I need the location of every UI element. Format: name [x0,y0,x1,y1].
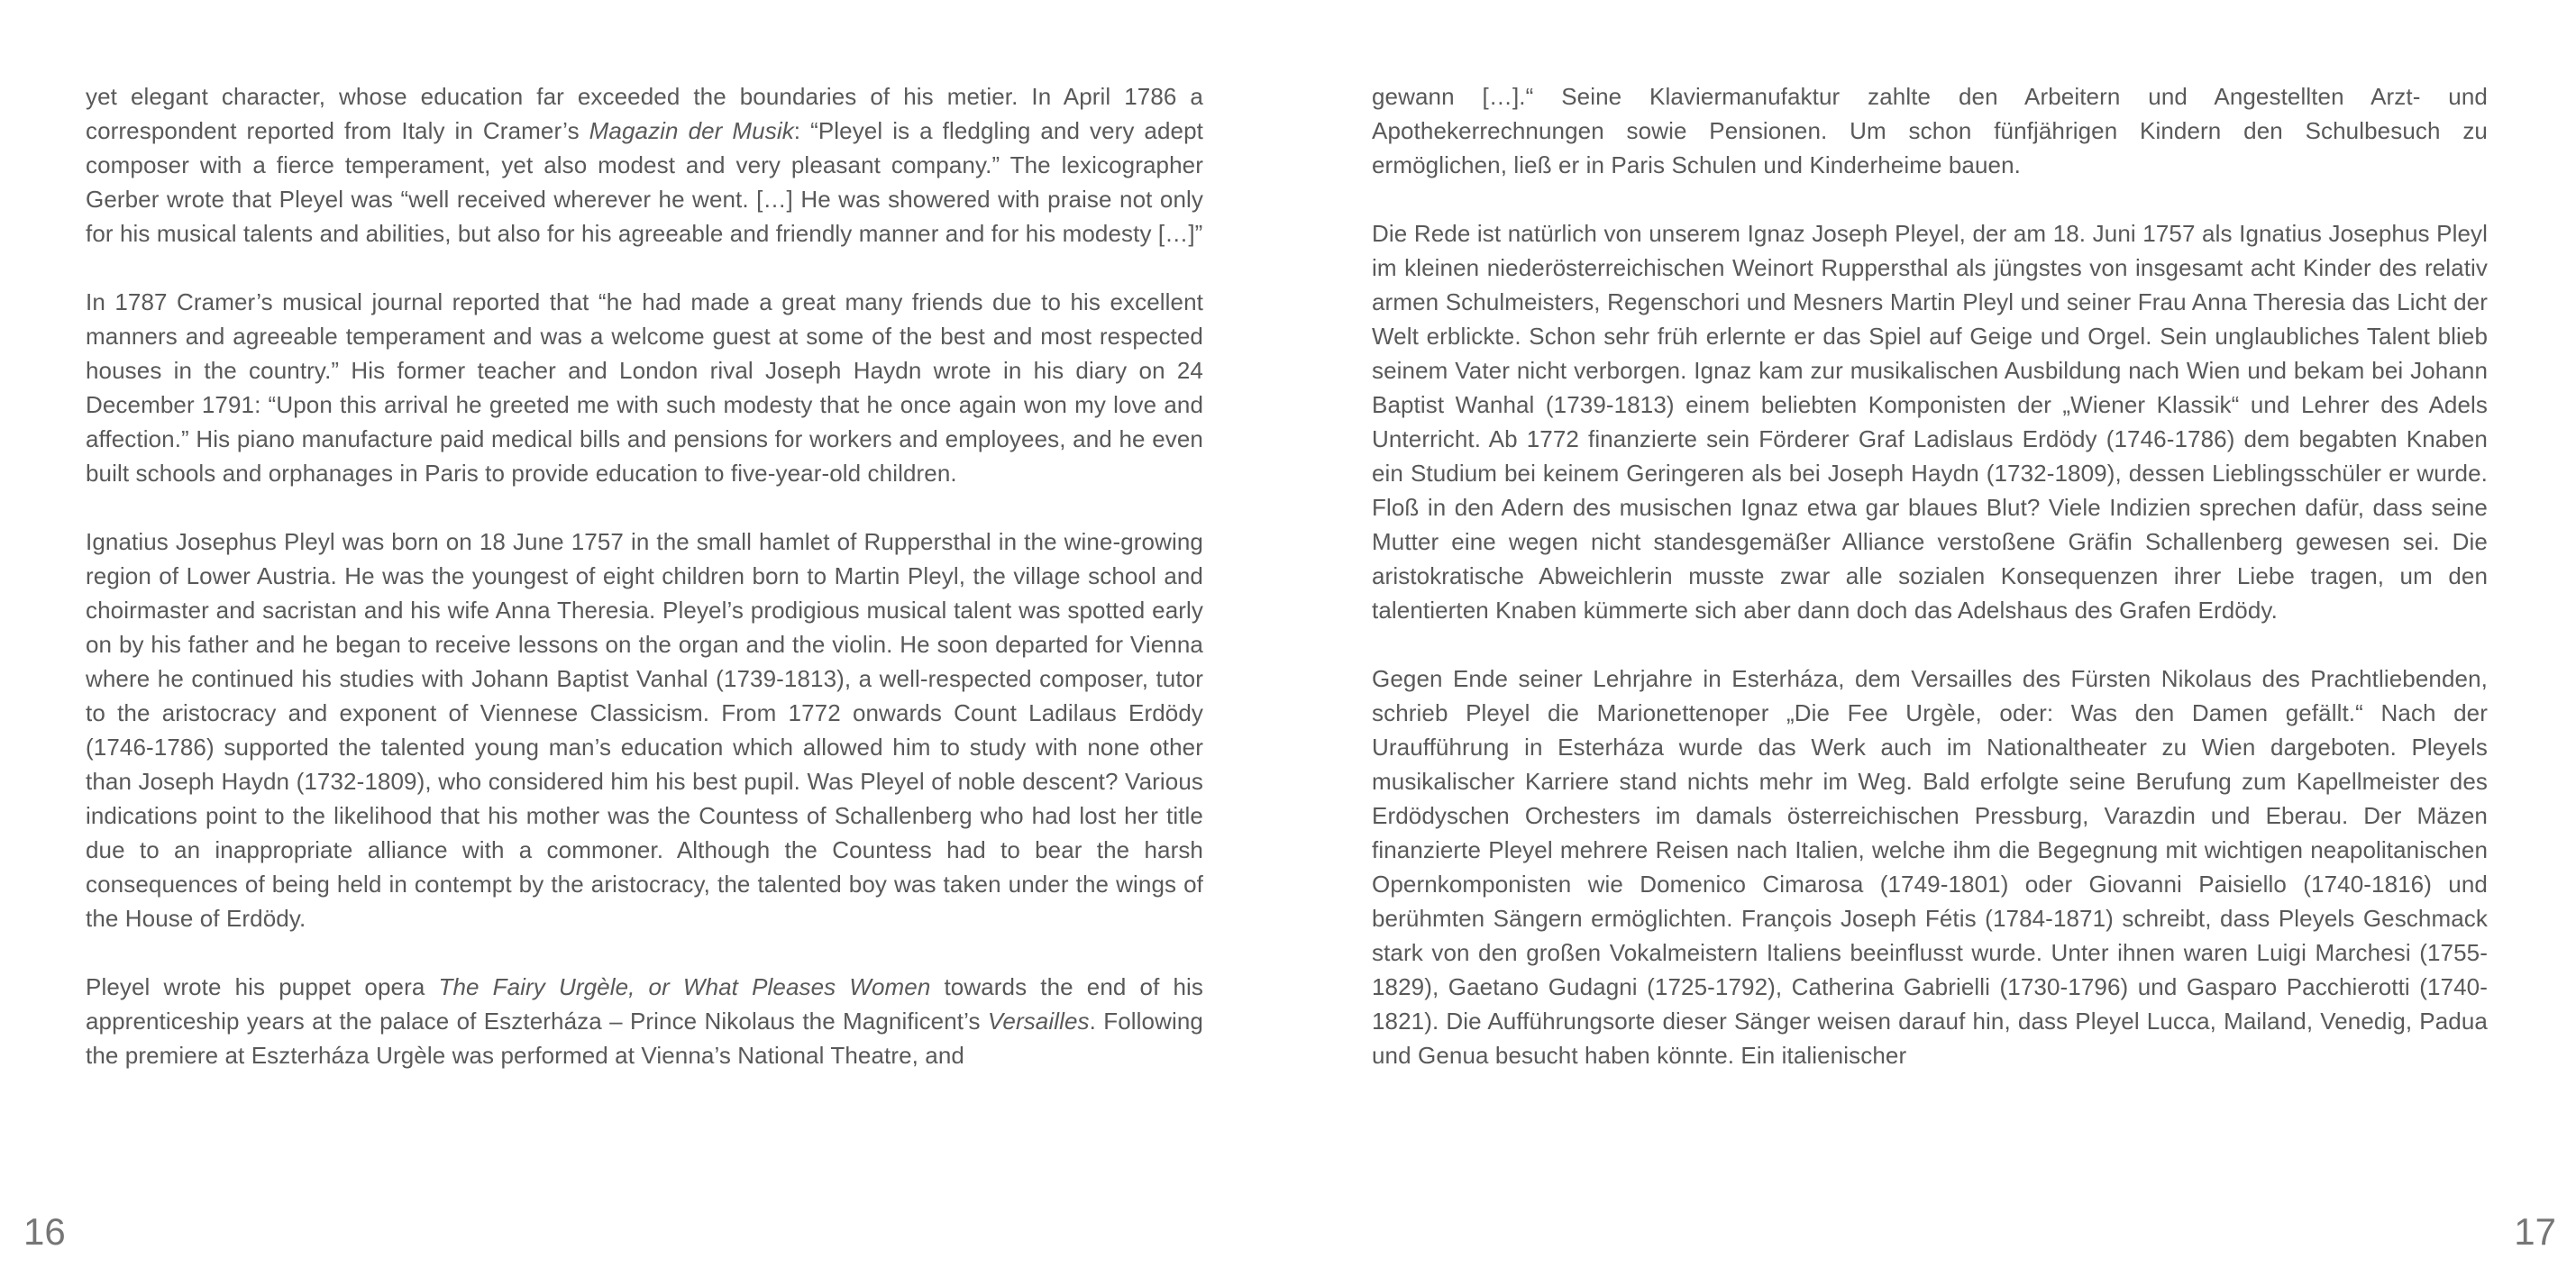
paragraph [1372,216,2488,627]
text-run: yet elegant character, whose education far exceeded the boundaries of his metier. In April 1786 a correspondent reported from Italy in Cramer’s [86,83,1203,144]
paragraph [86,524,1203,935]
text-run: : “Pleyel is a fledgling and very adept composer with a fierce temperament, yet also modest and very pleasant company.” The lexicographer Gerber wrote that Pleyel was “well received wherever he went. […] He was showered with praise not only for his musical talents and abilities, but also for his agreeable and friendly manner and for his modesty […]” [86,117,1203,247]
text-run: In 1787 Cramer’s musical journal reported that “he had made a great many friends due to his excellent manners and agreeable temperament and was a welcome guest at some of the best and most respected houses in the country.” His former teacher and London rival Joseph Haydn wrote in his diary on 24 December 1791: “Upon this arrival he greeted me with such modesty that he once again won my love and affection.” His piano manufacture paid medical bills and pensions for workers and employees, and he even built schools and orphanages in Paris to provide education to five-year-old children. [86,288,1203,487]
text-run: towards the end of his apprenticeship years at the palace of Eszterháza – Prince Nikolaus the Magnificent’s [86,973,1203,1035]
paragraph [86,79,1203,251]
italic-text-run: Versailles [987,1008,1090,1035]
text-run: gewann […].“ Seine Klaviermanufaktur zahlte den Arbeitern und Angestellten Arzt- und Apothekerrechnungen sowie Pensionen. Um schon fünfjährigen Kindern den Schulbesuch zu ermöglichen, ließ er in Paris Schulen und Kinderheime bauen. [1372,83,2488,178]
text-run: . Following the premiere at Eszterháza Urgèle was performed at Vienna’s National Theatre, and [86,1008,1203,1069]
english-text-column [86,79,1203,1072]
paragraph [1372,79,2488,182]
text-run: Die Rede ist natürlich von unserem Ignaz Joseph Pleyel, der am 18. Juni 1757 als Ignatius Josephus Pleyl im kleinen niederösterreichischen Weinort Ruppersthal als jüngstes von insgesamt acht Kinder des relativ armen Schulmeisters, Regenschori und Mesners Martin Pleyl und seiner Frau Anna Theresia das Licht der Welt erblickte. Schon sehr früh erlernte er das Spiel auf Geige und Orgel. Sein unglaubliches Talent blieb seinem Vater nicht verborgen. Ignaz kam zur musikalischen Ausbildung nach Wien und bekam bei Johann Baptist Wanhal (1739-1813) einem beliebten Komponisten der „Wiener Klassik“ und Lehrer des Adels Unterricht. Ab 1772 finanzierte sein Förderer Graf Ladislaus Erdödy (1746-1786) dem begabten Knaben ein Studium bei keinem Geringeren als bei Joseph Haydn (1732-1809), dessen Lieblingsschüler er wurde. Floß in den Adern des musischen Ignaz etwa gar blaues Blut? Viele Indizien sprechen dafür, dass seine Mutter eine wegen nicht standesgemäßer Alliance verstoßene Gräfin Schallenberg gewesen sei. Die aristokratische Abweichlerin musste zwar alle sozialen Konsequenzen ihrer Liebe tragen, um den talentierten Knaben kümmerte sich aber dann doch das Adelshaus des Grafen Erdödy. [1372,220,2488,624]
italic-text-run: Magazin der Musik [589,117,794,144]
page-right [1288,0,2576,1277]
italic-text-run: The Fairy Urgèle, or What Pleases Women [438,973,931,1000]
paragraph [86,970,1203,1072]
text-run: Pleyel wrote his puppet opera [86,973,439,1000]
paragraph [86,285,1203,490]
page-number-left: 16 [23,1210,66,1253]
page-number-right: 17 [2514,1210,2556,1253]
paragraph [1372,661,2488,1072]
text-run: Ignatius Josephus Pleyl was born on 18 June 1757 in the small hamlet of Ruppersthal in the wine-growing region of Lower Austria. He was the youngest of eight children born to Martin Pleyl, the village school and choirmaster and sacristan and his wife Anna Theresia. Pleyel’s prodigious musical talent was spotted early on by his father and he began to receive lessons on the organ and the violin. He soon departed for Vienna where he continued his studies with Johann Baptist Vanhal (1739-1813), a well-respected composer, tutor to the aristocracy and exponent of Viennese Classicism. From 1772 onwards Count Ladilaus Erdödy (1746-1786) supported the talented young man’s education which allowed him to study with none other than Joseph Haydn (1732-1809), who considered him his best pupil. Was Pleyel of noble descent? Various indications point to the likelihood that his mother was the Countess of Schallenberg who had lost her title due to an inappropriate alliance with a commoner. Although the Countess had to bear the harsh consequences of being held in contempt by the aristocracy, the talented boy was taken under the wings of the House of Erdödy. [86,528,1203,932]
german-text-column [1372,79,2488,1072]
text-run: Gegen Ende seiner Lehrjahre in Esterháza, dem Versailles des Fürsten Nikolaus des Prachtliebenden, schrieb Pleyel die Marionettenoper „Die Fee Urgèle, oder: Was den Damen gefällt.“ Nach der Uraufführung in Esterháza wurde das Werk auch im Nationaltheater zu Wien dargeboten. Pleyels musikalischer Karriere stand nichts mehr im Weg. Bald erfolgte seine Berufung zum Kapellmeister des Erdödyschen Orchesters im damals österreichischen Pressburg, Varazdin und Eberau. Der Mäzen finanzierte Pleyel mehrere Reisen nach Italien, welche ihm die Begegnung mit wichtigen neapolitanischen Opernkomponisten wie Domenico Cimarosa (1749-1801) oder Giovanni Paisiello (1740-1816) und berühmten Sängern ermöglichten. François Joseph Fétis (1784-1871) schreibt, dass Pleyels Geschmack stark von den großen Vokalmeistern Italiens beeinflusst wurde. Unter ihnen waren Luigi Marchesi (1755-1829), Gaetano Gudagni (1725-1792), Catherina Gabrielli (1730-1796) und Gasparo Pacchierotti (1740-1821). Die Aufführungsorte dieser Sänger weisen darauf hin, dass Pleyel Lucca, Mailand, Venedig, Padua und Genua besucht haben könnte. Ein italienischer [1372,665,2488,1069]
